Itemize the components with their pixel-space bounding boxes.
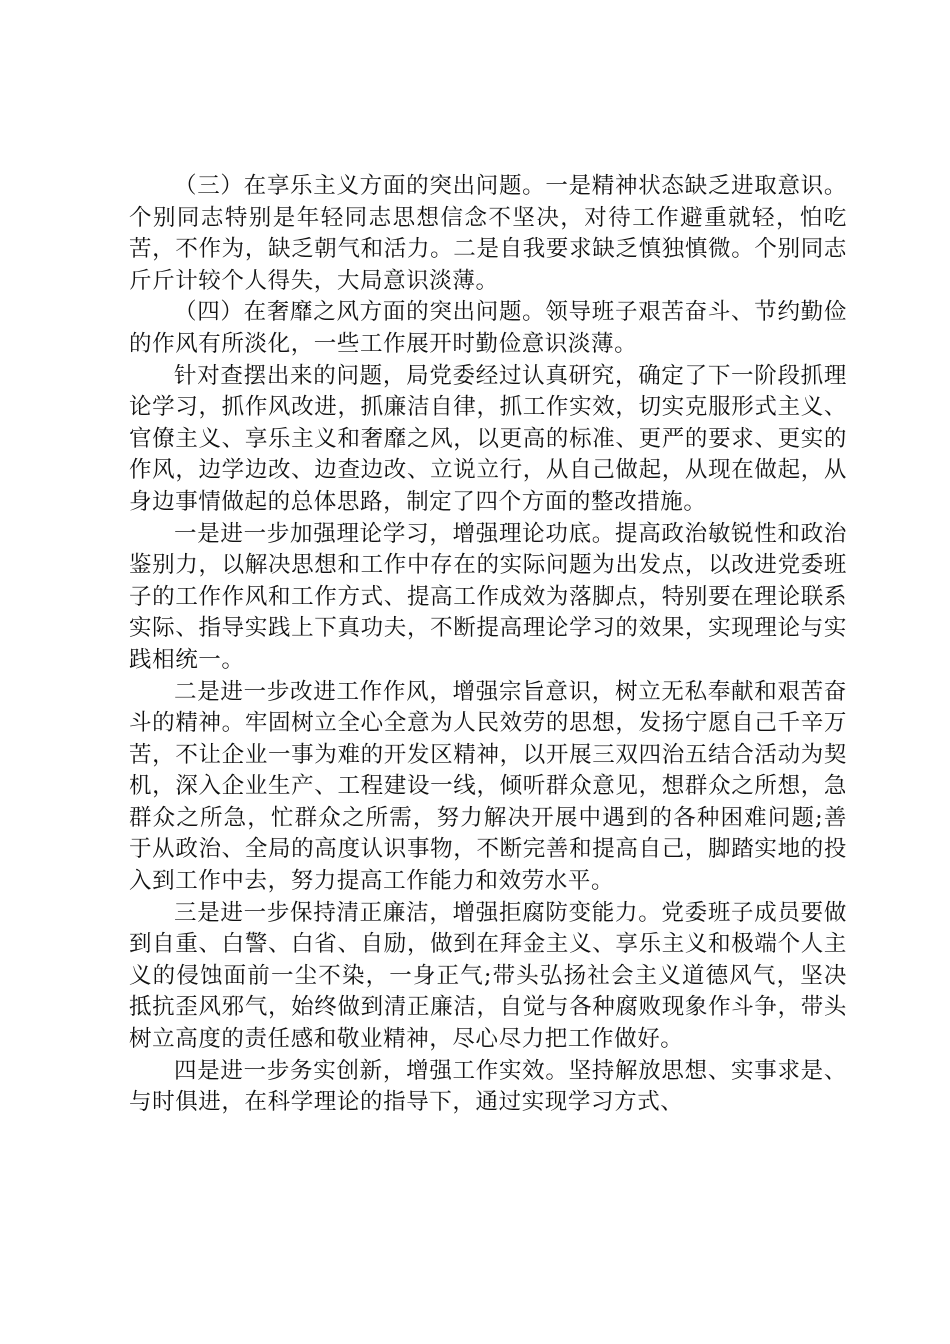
paragraph-rectification-overview: 针对查摆出来的问题，局党委经过认真研究，确定了下一阶段抓理论学习，抓作风改进，抓廉洁自律，抓工作实效，切实克服形式主义、官僚主义、享乐主义和奢靡之风，以更高的标准、更严的要求、更实的作风，边学边改、边查边改、立说立行，从自己做起，从现在做起，从身边事情做起的总体思路，制定了四个方面的整改措施。	[129, 362, 847, 515]
paragraph-extravagance-problems: （四）在奢靡之风方面的突出问题。领导班子艰苦奋斗、节约勤俭的作风有所淡化，一些工作展开时勤俭意识淡薄。	[129, 299, 847, 357]
document-body	[129, 171, 847, 1119]
paragraph-hedonism-problems: （三）在享乐主义方面的突出问题。一是精神状态缺乏进取意识。个别同志特别是年轻同志思想信念不坚决，对待工作避重就轻，怕吃苦，不作为，缺乏朝气和活力。二是自我要求缺乏慎独慎微。个别同志斤斤计较个人得失，大局意识淡薄。	[129, 173, 847, 294]
paragraph-measure-integrity: 三是进一步保持清正廉洁，增强拒腐防变能力。党委班子成员要做到自重、白警、白省、自励，做到在拜金主义、享乐主义和极端个人主义的侵蚀面前一尘不染，一身正气;带头弘扬社会主义道德风气，坚决抵抗歪风邪气，始终做到清正廉洁，自觉与各种腐败现象作斗争，带头树立高度的责任感和敬业精神，尽心尽力把工作做好。	[129, 899, 847, 1053]
paragraph-measure-theory-study: 一是进一步加强理论学习，增强理论功底。提高政治敏锐性和政治鉴别力，以解决思想和工作中存在的实际问题为出发点，以改进党委班子的工作作风和工作方式、提高工作成效为落脚点，特别要在理论联系实际、指导实践上下真功夫，不断提高理论学习的效果，实现理论与实践相统一。	[129, 520, 847, 673]
paragraph-measure-innovation: 四是进一步务实创新，增强工作实效。坚持解放思想、实事求是、与时俱进，在科学理论的指导下，通过实现学习方式、	[129, 1057, 847, 1116]
paragraph-measure-work-style: 二是进一步改进工作作风，增强宗旨意识，树立无私奉献和艰苦奋斗的精神。牢固树立全心全意为人民效劳的思想，发扬宁愿自己千辛万苦，不让企业一事为难的开发区精神，以开展三双四治五结合活动为契机，深入企业生产、工程建设一线，倾听群众意见，想群众之所想，急群众之所急，忙群众之所需，努力解决开展中遇到的各种困难问题;善于从政治、全局的高度认识事物，不断完善和提高自己，脚踏实地的投入到工作中去，努力提高工作能力和效劳水平。	[129, 678, 847, 895]
